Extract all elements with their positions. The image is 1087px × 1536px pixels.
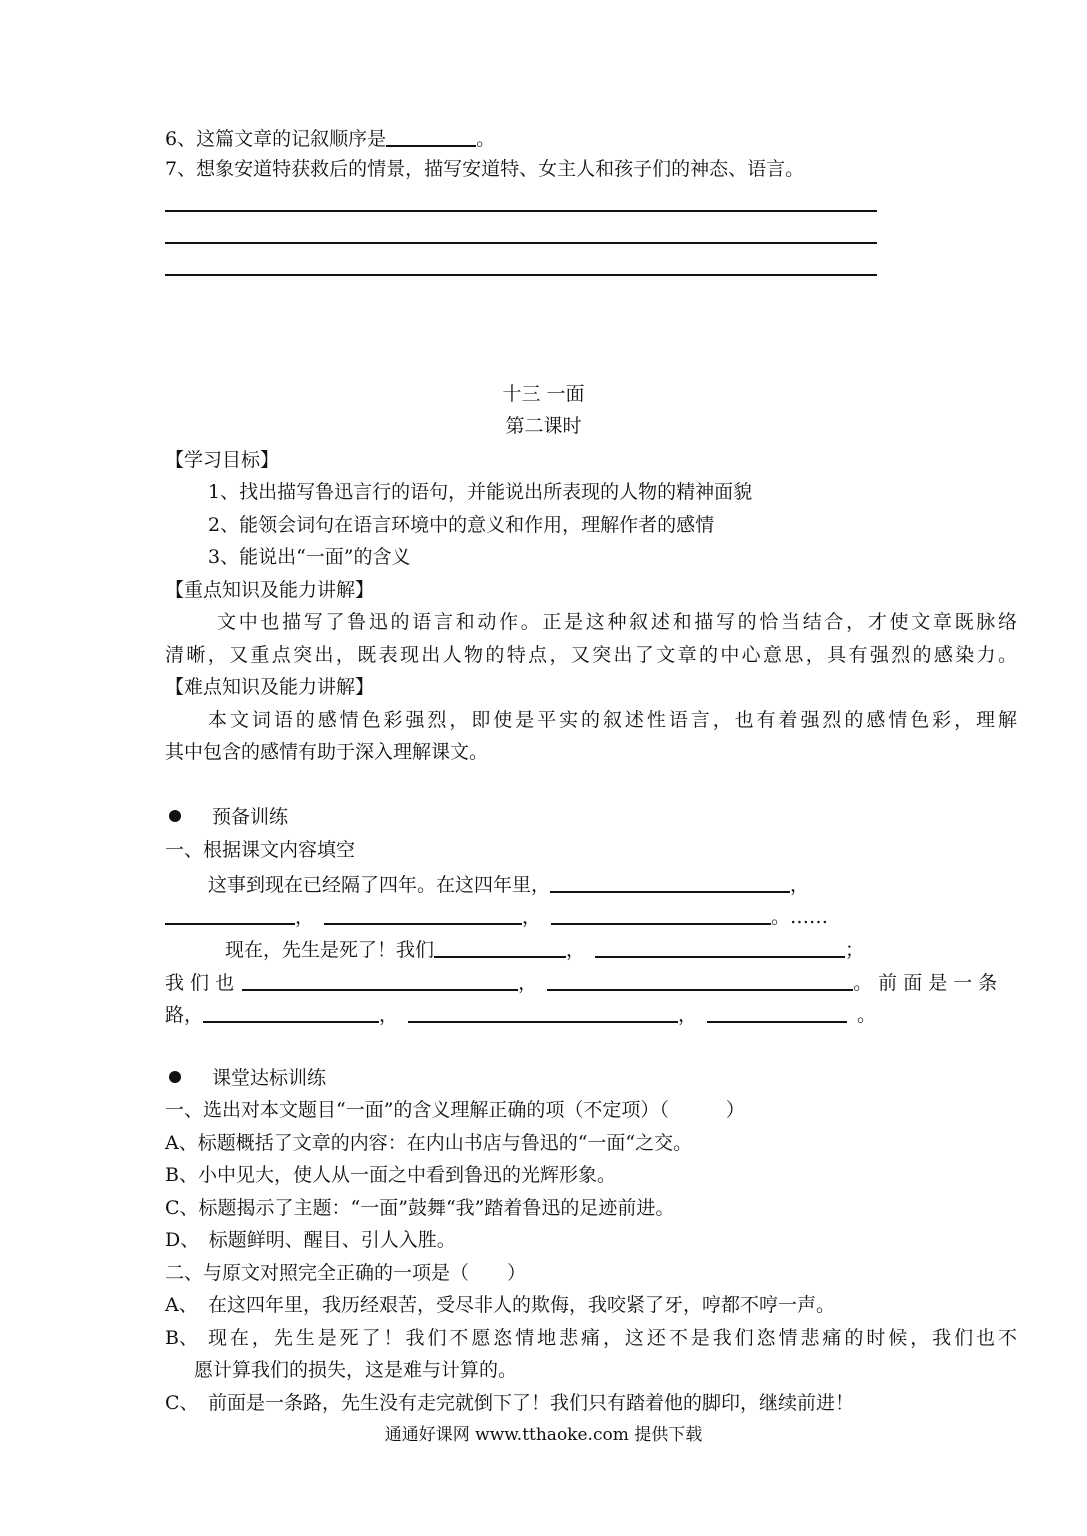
answer-line[interactable] (165, 242, 877, 244)
fill-blank[interactable] (408, 1001, 678, 1023)
option: 现在，先生是死了！我们不愿恣情地悲痛，这还不是我们恣情悲痛的时候，我们也不 (208, 1327, 1017, 1349)
key-paragraph-line: 清晰，又重点突出，既表现出人物的特点，又突出了文章的中心意思，具有强烈的感染力。 (165, 644, 1017, 666)
fill-line-4: 我 们 也 ， 。 前 面 是 一 条 (165, 969, 997, 995)
lesson-title: 十三 一面 (502, 383, 585, 405)
bullet-icon (169, 810, 181, 822)
question-7: 7、想象安道特获救后的情景，描写安道特、女主人和孩子们的神态、语言。 (165, 158, 805, 180)
fill-line-3: 现在，先生是死了！我们 ， ； (225, 936, 864, 962)
option: 在这四年里，我历经艰苦，受尽非人的欺侮，我咬紧了牙，哼都不哼一声。 (208, 1294, 836, 1316)
fill-blank[interactable] (434, 936, 566, 958)
key-paragraph-line: 文中也描写了鲁迅的语言和动作。正是这种叙述和描写的恰当结合，才使文章既脉络 (217, 611, 1017, 633)
fill-line-2: ， ， 。…… (165, 903, 828, 929)
goals-heading: 【学习目标】 (165, 449, 280, 471)
answer-line[interactable] (165, 274, 877, 276)
prep-section: 预备训练 (165, 805, 288, 829)
difficult-paragraph-line: 其中包含的感情有助于深入理解课文。 (165, 741, 489, 763)
difficult-paragraph-line: 本文词语的感情色彩强烈，即使是平实的叙述性语言，也有着强烈的感情色彩，理解 (208, 709, 1017, 731)
option: C、标题揭示了主题：“一面”鼓舞“我”踏着鲁迅的足迹前进。 (165, 1197, 675, 1219)
option: B、小中见大，使人从一面之中看到鲁迅的光辉形象。 (165, 1164, 616, 1186)
fill-line-1: 这事到现在已经隔了四年。在这四年里， ， (208, 871, 809, 897)
option-label: C、 (165, 1392, 199, 1414)
goal-item: 1、找出描写鲁迅言行的语句，并能说出所表现的人物的精神面貌 (208, 481, 753, 503)
key-heading: 【重点知识及能力讲解】 (165, 579, 375, 601)
lesson-subtitle: 第二课时 (505, 415, 582, 437)
bullet-icon (169, 1071, 181, 1083)
fill-blank[interactable] (324, 903, 522, 925)
fill-blank[interactable] (551, 903, 771, 925)
option-label: B、 (165, 1327, 198, 1349)
fill-blank[interactable] (165, 903, 295, 925)
prep-task: 一、根据课文内容填空 (165, 839, 356, 861)
classwork-section: 课堂达标训练 (165, 1066, 326, 1090)
difficult-heading: 【难点知识及能力讲解】 (165, 676, 375, 698)
fill-blank[interactable] (595, 936, 845, 958)
option: 前面是一条路，先生没有走完就倒下了！我们只有踏着他的脚印，继续前进！ (208, 1392, 855, 1414)
answer-line[interactable] (165, 210, 877, 212)
fill-line-5: 路， ， ， 。 (165, 1001, 876, 1027)
option-label: A、 (165, 1294, 198, 1316)
fill-blank[interactable] (550, 871, 790, 893)
option: A、标题概括了文章的内容：在内山书店与鲁迅的“一面“之交。 (165, 1132, 693, 1154)
question-2: 二、与原文对照完全正确的一项是（ ） (165, 1262, 527, 1284)
page-footer: 通通好课网 www.tthaoke.com 提供下载 (384, 1425, 703, 1445)
fill-blank[interactable] (547, 969, 853, 991)
goal-item: 2、能领会词句在语言环境中的意义和作用，理解作者的感情 (208, 514, 715, 536)
option: D、 标题鲜明、醒目、引人入胜。 (165, 1229, 456, 1251)
question-6-text: 6、这篇文章的记叙顺序是 (165, 128, 387, 150)
fill-blank[interactable] (707, 1001, 847, 1023)
fill-blank[interactable] (242, 969, 518, 991)
option-continuation: 愿计算我们的损失，这是难与计算的。 (194, 1359, 518, 1381)
answer-blank[interactable] (386, 125, 476, 147)
question-6: 6、这篇文章的记叙顺序是 。 (165, 125, 495, 151)
fill-blank[interactable] (203, 1001, 379, 1023)
question-1: 一、选出对本文题目“一面”的含义理解正确的项（不定项）（ ） (165, 1099, 745, 1121)
goal-item: 3、能说出“一面”的含义 (208, 546, 411, 568)
